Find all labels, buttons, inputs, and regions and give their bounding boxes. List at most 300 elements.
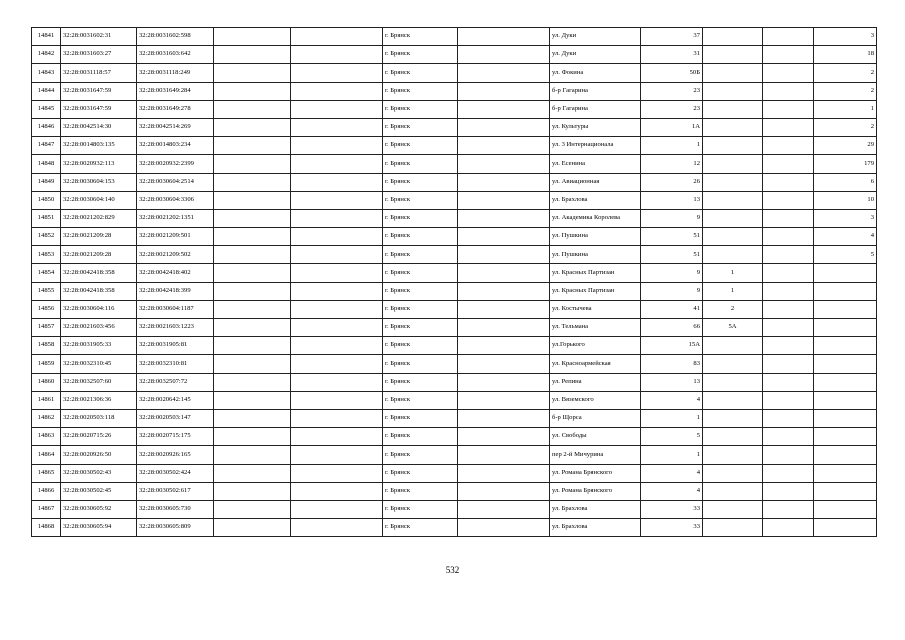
empty-col-7-cell (458, 28, 550, 46)
cadastral-number-cell: 32:28:0042418:358 (61, 282, 137, 300)
house-number-cell: 33 (641, 519, 703, 537)
empty-col-7-cell (458, 155, 550, 173)
house-number-cell: 26 (641, 173, 703, 191)
cadastral-number-cell: 32:28:0020503:118 (61, 409, 137, 427)
street-cell: ул. Есенина (550, 155, 641, 173)
table-row (32, 391, 877, 409)
empty-col-7-cell (458, 482, 550, 500)
cadastral-number-2-cell: 32:28:0031603:642 (137, 46, 214, 64)
empty-col-7-cell (458, 173, 550, 191)
empty-col-4-cell (214, 137, 291, 155)
row-number-cell: 14856 (32, 300, 61, 318)
row-number-cell: 14861 (32, 391, 61, 409)
house-number-cell: 1 (641, 137, 703, 155)
empty-col-11-cell (763, 391, 814, 409)
apartment-number-cell: 2 (814, 64, 877, 82)
cadastral-number-cell: 32:28:0030605:94 (61, 519, 137, 537)
row-number-cell: 14853 (32, 246, 61, 264)
empty-col-11-cell (763, 173, 814, 191)
row-number-cell: 14845 (32, 100, 61, 118)
empty-col-7-cell (458, 355, 550, 373)
house-number-cell: 37 (641, 28, 703, 46)
row-number-cell: 14857 (32, 319, 61, 337)
city-cell: г. Брянск (383, 228, 458, 246)
apartment-number-cell: 5 (814, 246, 877, 264)
empty-col-11-cell (763, 300, 814, 318)
empty-col-7-cell (458, 519, 550, 537)
empty-col-4-cell (214, 337, 291, 355)
building-number-cell (703, 173, 763, 191)
city-cell: г. Брянск (383, 519, 458, 537)
cadastral-number-2-cell: 32:28:0020642:145 (137, 391, 214, 409)
cadastral-number-2-cell: 32:28:0020715:175 (137, 428, 214, 446)
empty-col-11-cell (763, 519, 814, 537)
cadastral-number-cell: 32:28:0020715:26 (61, 428, 137, 446)
cadastral-number-2-cell: 32:28:0031649:284 (137, 82, 214, 100)
empty-col-5-cell (291, 282, 383, 300)
row-number-cell: 14849 (32, 173, 61, 191)
building-number-cell (703, 373, 763, 391)
empty-col-7-cell (458, 464, 550, 482)
building-number-cell (703, 355, 763, 373)
table-row (32, 373, 877, 391)
house-number-cell: 4 (641, 482, 703, 500)
cadastral-number-cell: 32:28:0032310:45 (61, 355, 137, 373)
street-cell: ул. Брахлова (550, 500, 641, 518)
street-cell: ул. Вяземского (550, 391, 641, 409)
empty-col-11-cell (763, 155, 814, 173)
empty-col-5-cell (291, 209, 383, 227)
cadastral-number-cell: 32:28:0042514:30 (61, 118, 137, 136)
cadastral-number-2-cell: 32:28:0030604:1187 (137, 300, 214, 318)
cadastral-number-cell: 32:28:0030502:45 (61, 482, 137, 500)
apartment-number-cell (814, 519, 877, 537)
table-row (32, 64, 877, 82)
street-cell: ул. Пушкина (550, 228, 641, 246)
apartment-number-cell (814, 482, 877, 500)
city-cell: г. Брянск (383, 100, 458, 118)
city-cell: г. Брянск (383, 464, 458, 482)
empty-col-5-cell (291, 82, 383, 100)
table-row (32, 246, 877, 264)
building-number-cell (703, 464, 763, 482)
street-cell: ул. Красноармейская (550, 355, 641, 373)
house-number-cell: 4 (641, 391, 703, 409)
empty-col-11-cell (763, 409, 814, 427)
city-cell: г. Брянск (383, 82, 458, 100)
building-number-cell (703, 391, 763, 409)
empty-col-11-cell (763, 373, 814, 391)
street-cell: ул. Свободы (550, 428, 641, 446)
table-row (32, 409, 877, 427)
street-cell: ул. Дуки (550, 28, 641, 46)
empty-col-4-cell (214, 82, 291, 100)
cadastral-number-cell: 32:28:0021202:829 (61, 209, 137, 227)
house-number-cell: 1 (641, 409, 703, 427)
street-cell: ул. 3 Интернационала (550, 137, 641, 155)
street-cell: ул. Фокина (550, 64, 641, 82)
empty-col-4-cell (214, 282, 291, 300)
street-cell: ул. Пушкина (550, 246, 641, 264)
empty-col-11-cell (763, 482, 814, 500)
cadastral-number-2-cell: 32:28:0030605:809 (137, 519, 214, 537)
row-number-cell: 14848 (32, 155, 61, 173)
building-number-cell (703, 155, 763, 173)
building-number-cell: 1 (703, 264, 763, 282)
street-cell: б-р Щорса (550, 409, 641, 427)
house-number-cell: 5 (641, 428, 703, 446)
row-number-cell: 14842 (32, 46, 61, 64)
house-number-cell: 83 (641, 355, 703, 373)
table-row (32, 464, 877, 482)
empty-col-11-cell (763, 319, 814, 337)
empty-col-7-cell (458, 409, 550, 427)
empty-col-5-cell (291, 100, 383, 118)
row-number-cell: 14854 (32, 264, 61, 282)
empty-col-4-cell (214, 519, 291, 537)
empty-col-7-cell (458, 64, 550, 82)
empty-col-4-cell (214, 464, 291, 482)
house-number-cell: 13 (641, 191, 703, 209)
table-row (32, 46, 877, 64)
building-number-cell (703, 28, 763, 46)
street-cell: ул. Брахлова (550, 519, 641, 537)
cadastral-number-2-cell: 32:28:0021209:502 (137, 246, 214, 264)
table-body (32, 28, 877, 537)
city-cell: г. Брянск (383, 173, 458, 191)
empty-col-11-cell (763, 337, 814, 355)
empty-col-7-cell (458, 428, 550, 446)
cadastral-number-2-cell: 32:28:0021209:501 (137, 228, 214, 246)
empty-col-7-cell (458, 500, 550, 518)
cadastral-number-2-cell: 32:28:0021603:1223 (137, 319, 214, 337)
city-cell: г. Брянск (383, 191, 458, 209)
empty-col-7-cell (458, 300, 550, 318)
street-cell: ул. Костычева (550, 300, 641, 318)
empty-col-5-cell (291, 155, 383, 173)
cadastral-number-2-cell: 32:28:0031118:249 (137, 64, 214, 82)
city-cell: г. Брянск (383, 446, 458, 464)
row-number-cell: 14859 (32, 355, 61, 373)
city-cell: г. Брянск (383, 300, 458, 318)
row-number-cell: 14852 (32, 228, 61, 246)
city-cell: г. Брянск (383, 46, 458, 64)
empty-col-4-cell (214, 246, 291, 264)
row-number-cell: 14843 (32, 64, 61, 82)
apartment-number-cell: 29 (814, 137, 877, 155)
cadastral-number-cell: 32:28:0031647:59 (61, 82, 137, 100)
house-number-cell: 1 (641, 446, 703, 464)
empty-col-11-cell (763, 264, 814, 282)
empty-col-7-cell (458, 282, 550, 300)
empty-col-5-cell (291, 246, 383, 264)
apartment-number-cell (814, 373, 877, 391)
city-cell: г. Брянск (383, 482, 458, 500)
house-number-cell: 41 (641, 300, 703, 318)
apartment-number-cell (814, 355, 877, 373)
street-cell: б-р Гагарина (550, 82, 641, 100)
empty-col-5-cell (291, 519, 383, 537)
house-number-cell: 12 (641, 155, 703, 173)
empty-col-7-cell (458, 446, 550, 464)
apartment-number-cell (814, 446, 877, 464)
apartment-number-cell: 3 (814, 28, 877, 46)
cadastral-number-cell: 32:28:0021603:456 (61, 319, 137, 337)
apartment-number-cell (814, 300, 877, 318)
cadastral-number-cell: 32:28:0021209:28 (61, 228, 137, 246)
building-number-cell (703, 428, 763, 446)
empty-col-11-cell (763, 500, 814, 518)
city-cell: г. Брянск (383, 282, 458, 300)
table-row (32, 28, 877, 46)
row-number-cell: 14860 (32, 373, 61, 391)
empty-col-11-cell (763, 64, 814, 82)
house-number-cell: 9 (641, 209, 703, 227)
building-number-cell (703, 228, 763, 246)
empty-col-5-cell (291, 355, 383, 373)
empty-col-4-cell (214, 391, 291, 409)
city-cell: г. Брянск (383, 428, 458, 446)
empty-col-11-cell (763, 228, 814, 246)
empty-col-11-cell (763, 246, 814, 264)
cadastral-number-cell: 32:28:0021306:36 (61, 391, 137, 409)
empty-col-4-cell (214, 319, 291, 337)
table-row (32, 228, 877, 246)
empty-col-7-cell (458, 209, 550, 227)
table-row (32, 482, 877, 500)
empty-col-11-cell (763, 428, 814, 446)
cadastral-number-2-cell: 32:28:0020926:165 (137, 446, 214, 464)
cadastral-number-cell: 32:28:0030605:92 (61, 500, 137, 518)
house-number-cell: 66 (641, 319, 703, 337)
empty-col-11-cell (763, 355, 814, 373)
building-number-cell (703, 482, 763, 500)
empty-col-11-cell (763, 100, 814, 118)
house-number-cell: 4 (641, 464, 703, 482)
table-row (32, 355, 877, 373)
table-row (32, 209, 877, 227)
row-number-cell: 14866 (32, 482, 61, 500)
cadastral-number-cell: 32:28:0030604:153 (61, 173, 137, 191)
empty-col-5-cell (291, 64, 383, 82)
cadastral-number-2-cell: 32:28:0014803:234 (137, 137, 214, 155)
empty-col-4-cell (214, 264, 291, 282)
building-number-cell (703, 337, 763, 355)
house-number-cell: 15А (641, 337, 703, 355)
apartment-number-cell (814, 391, 877, 409)
empty-col-7-cell (458, 337, 550, 355)
empty-col-7-cell (458, 264, 550, 282)
table-row (32, 319, 877, 337)
street-cell: ул.Горького (550, 337, 641, 355)
empty-col-5-cell (291, 264, 383, 282)
apartment-number-cell (814, 464, 877, 482)
empty-col-7-cell (458, 319, 550, 337)
row-number-cell: 14850 (32, 191, 61, 209)
house-number-cell: 9 (641, 282, 703, 300)
street-cell: ул. Дуки (550, 46, 641, 64)
row-number-cell: 14867 (32, 500, 61, 518)
apartment-number-cell (814, 319, 877, 337)
empty-col-4-cell (214, 482, 291, 500)
building-number-cell (703, 446, 763, 464)
cadastral-number-cell: 32:28:0031603:27 (61, 46, 137, 64)
empty-col-5-cell (291, 118, 383, 136)
street-cell: ул. Брахлова (550, 191, 641, 209)
row-number-cell: 14863 (32, 428, 61, 446)
cadastral-number-cell: 32:28:0020932:113 (61, 155, 137, 173)
row-number-cell: 14851 (32, 209, 61, 227)
table-row (32, 446, 877, 464)
apartment-number-cell (814, 282, 877, 300)
registry-table (31, 27, 877, 537)
empty-col-5-cell (291, 409, 383, 427)
empty-col-11-cell (763, 191, 814, 209)
city-cell: г. Брянск (383, 246, 458, 264)
cadastral-number-2-cell: 32:28:0021202:1351 (137, 209, 214, 227)
city-cell: г. Брянск (383, 337, 458, 355)
table-row (32, 173, 877, 191)
house-number-cell: 50Б (641, 64, 703, 82)
table-row (32, 191, 877, 209)
street-cell: б-р Гагарина (550, 100, 641, 118)
cadastral-number-2-cell: 32:28:0042418:399 (137, 282, 214, 300)
street-cell: ул. Репина (550, 373, 641, 391)
cadastral-number-2-cell: 32:28:0020503:147 (137, 409, 214, 427)
cadastral-number-2-cell: 32:28:0030502:424 (137, 464, 214, 482)
building-number-cell: 2 (703, 300, 763, 318)
street-cell: ул. Культуры (550, 118, 641, 136)
house-number-cell: 23 (641, 100, 703, 118)
empty-col-7-cell (458, 82, 550, 100)
cadastral-number-cell: 32:28:0042418:358 (61, 264, 137, 282)
cadastral-number-cell: 32:28:0031602:31 (61, 28, 137, 46)
city-cell: г. Брянск (383, 118, 458, 136)
empty-col-11-cell (763, 118, 814, 136)
empty-col-7-cell (458, 100, 550, 118)
house-number-cell: 31 (641, 46, 703, 64)
apartment-number-cell: 18 (814, 46, 877, 64)
page-number: 532 (445, 565, 460, 575)
street-cell: ул. Авиационная (550, 173, 641, 191)
building-number-cell (703, 118, 763, 136)
cadastral-number-2-cell: 32:28:0032507:72 (137, 373, 214, 391)
building-number-cell (703, 209, 763, 227)
apartment-number-cell (814, 264, 877, 282)
building-number-cell (703, 82, 763, 100)
house-number-cell: 23 (641, 82, 703, 100)
cadastral-number-2-cell: 32:28:0042514:269 (137, 118, 214, 136)
empty-col-4-cell (214, 118, 291, 136)
empty-col-5-cell (291, 373, 383, 391)
building-number-cell (703, 64, 763, 82)
cadastral-number-cell: 32:28:0030604:116 (61, 300, 137, 318)
city-cell: г. Брянск (383, 64, 458, 82)
empty-col-5-cell (291, 319, 383, 337)
table-row (32, 137, 877, 155)
empty-col-4-cell (214, 300, 291, 318)
empty-col-5-cell (291, 391, 383, 409)
city-cell: г. Брянск (383, 500, 458, 518)
empty-col-4-cell (214, 409, 291, 427)
house-number-cell: 51 (641, 246, 703, 264)
apartment-number-cell: 4 (814, 228, 877, 246)
empty-col-4-cell (214, 373, 291, 391)
empty-col-5-cell (291, 300, 383, 318)
empty-col-4-cell (214, 155, 291, 173)
empty-col-4-cell (214, 446, 291, 464)
city-cell: г. Брянск (383, 209, 458, 227)
table-row (32, 300, 877, 318)
building-number-cell (703, 519, 763, 537)
cadastral-number-cell: 32:28:0030502:43 (61, 464, 137, 482)
row-number-cell: 14865 (32, 464, 61, 482)
empty-col-4-cell (214, 355, 291, 373)
street-cell: ул. Красных Партизан (550, 282, 641, 300)
empty-col-5-cell (291, 428, 383, 446)
empty-col-5-cell (291, 173, 383, 191)
empty-col-5-cell (291, 28, 383, 46)
empty-col-7-cell (458, 246, 550, 264)
row-number-cell: 14862 (32, 409, 61, 427)
empty-col-5-cell (291, 446, 383, 464)
table-row (32, 155, 877, 173)
empty-col-7-cell (458, 191, 550, 209)
empty-col-11-cell (763, 28, 814, 46)
street-cell: ул. Романа Брянского (550, 482, 641, 500)
house-number-cell: 1А (641, 118, 703, 136)
empty-col-11-cell (763, 137, 814, 155)
apartment-number-cell (814, 428, 877, 446)
row-number-cell: 14846 (32, 118, 61, 136)
empty-col-5-cell (291, 46, 383, 64)
cadastral-number-2-cell: 32:28:0042418:402 (137, 264, 214, 282)
city-cell: г. Брянск (383, 264, 458, 282)
city-cell: г. Брянск (383, 373, 458, 391)
building-number-cell: 1 (703, 282, 763, 300)
empty-col-4-cell (214, 191, 291, 209)
empty-col-11-cell (763, 82, 814, 100)
building-number-cell (703, 246, 763, 264)
empty-col-7-cell (458, 228, 550, 246)
apartment-number-cell: 1 (814, 100, 877, 118)
table-row (32, 337, 877, 355)
empty-col-11-cell (763, 446, 814, 464)
street-cell: ул. Красных Партизан (550, 264, 641, 282)
empty-col-5-cell (291, 337, 383, 355)
table-row (32, 100, 877, 118)
empty-col-4-cell (214, 228, 291, 246)
cadastral-number-cell: 32:28:0020926:50 (61, 446, 137, 464)
building-number-cell (703, 137, 763, 155)
empty-col-5-cell (291, 500, 383, 518)
empty-col-4-cell (214, 500, 291, 518)
apartment-number-cell: 2 (814, 118, 877, 136)
cadastral-number-2-cell: 32:28:0032310:81 (137, 355, 214, 373)
apartment-number-cell: 10 (814, 191, 877, 209)
row-number-cell: 14864 (32, 446, 61, 464)
street-cell: пер 2-й Мичурина (550, 446, 641, 464)
empty-col-4-cell (214, 64, 291, 82)
cadastral-number-2-cell: 32:28:0031649:278 (137, 100, 214, 118)
empty-col-5-cell (291, 228, 383, 246)
building-number-cell (703, 100, 763, 118)
cadastral-number-2-cell: 32:28:0030604:2514 (137, 173, 214, 191)
empty-col-7-cell (458, 118, 550, 136)
table-row (32, 519, 877, 537)
cadastral-number-cell: 32:28:0031647:59 (61, 100, 137, 118)
cadastral-number-cell: 32:28:0014803:135 (61, 137, 137, 155)
